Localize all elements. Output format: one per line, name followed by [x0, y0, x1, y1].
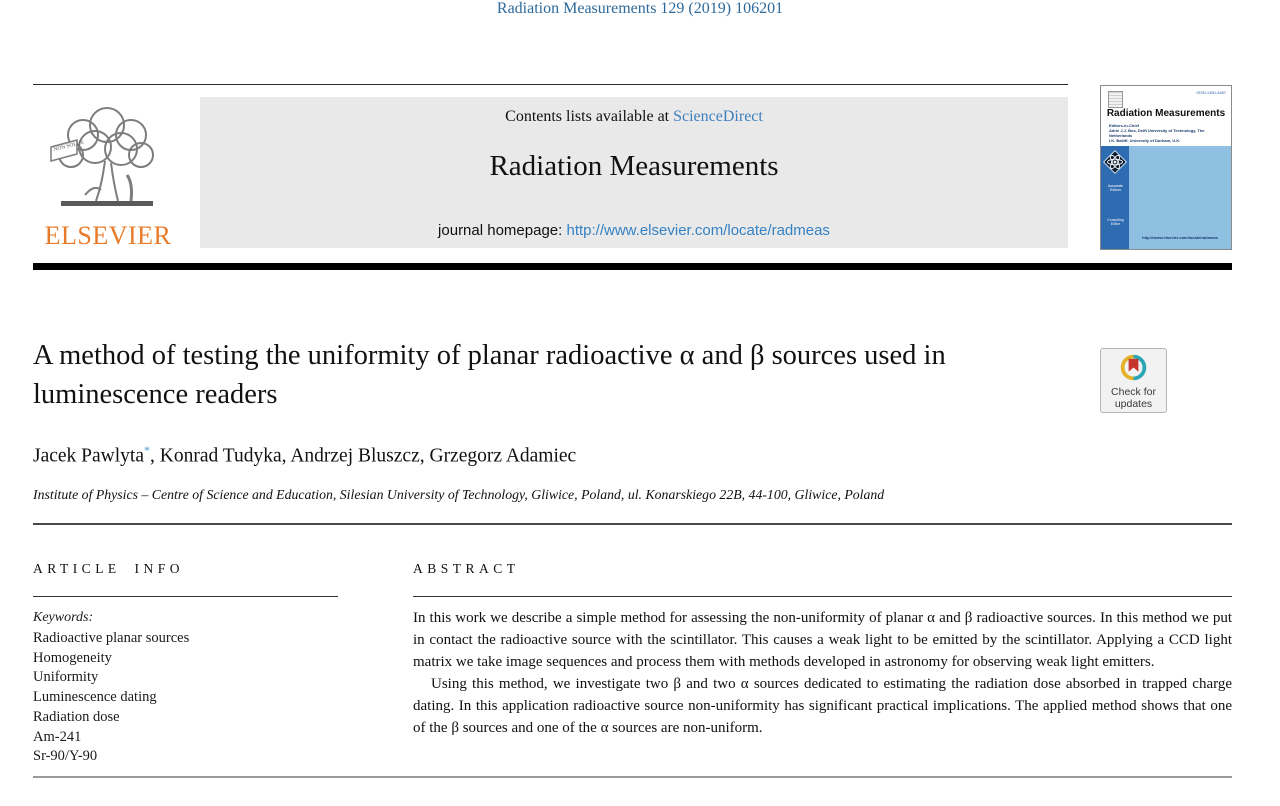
- check-for-updates-label: Check for updates: [1111, 386, 1156, 410]
- journal-citation: Radiation Measurements 129 (2019) 106201: [496, 0, 784, 17]
- corresponding-author-asterisk[interactable]: *: [144, 443, 151, 457]
- cover-consulting-editor-text: Consulting Editor: [1107, 218, 1124, 226]
- abstract-paragraph: In this work we describe a simple method for assessing the non-uniformity of planar α and β radioactive sources. In this method we put in contact the radioactive source with the scintillator. This causes a weak light to be emitted by the scintillator. Applying a CCD light matrix we take image sequences and process them with methods developed in astronomy for observing weak light emitters.: [413, 610, 1232, 670]
- keyword-item: Am-241: [33, 728, 82, 745]
- crossmark-icon: [1120, 354, 1147, 381]
- cover-elsevier-mini-logo: [1108, 91, 1123, 108]
- article-info-rule: [33, 596, 338, 597]
- keyword-item: Sr-90/Y-90: [33, 748, 98, 765]
- header-divider-bar: [33, 263, 1232, 270]
- keywords-list: [33, 629, 338, 767]
- journal-homepage-line: [200, 222, 1068, 239]
- contents-prefix-text: Contents lists available at: [505, 108, 674, 125]
- author-list: [33, 443, 1033, 468]
- keyword-item: Radiation dose: [33, 708, 120, 725]
- journal-cover-thumbnail: [1100, 85, 1232, 250]
- author-names-rest: , Konrad Tudyka, Andrzej Bluszcz, Grzegorz Adamiec: [150, 445, 577, 467]
- cover-journal-title: Radiation Measurements: [1106, 108, 1226, 119]
- sciencedirect-link[interactable]: ScienceDirect: [673, 108, 763, 125]
- journal-banner: [200, 97, 1068, 248]
- abstract-heading: ABSTRACT: [413, 561, 520, 576]
- footer-rule: [33, 776, 1232, 778]
- atom-icon: [1102, 149, 1128, 175]
- keyword-item: Homogeneity: [33, 649, 112, 666]
- journal-homepage-link[interactable]: http://www.elsevier.com/locate/radmeas: [566, 222, 830, 239]
- keyword-item: Uniformity: [33, 669, 99, 686]
- author-name: Jacek Pawlyta: [33, 445, 145, 467]
- section-divider-rule: [33, 523, 1232, 525]
- non-solus-text: NON SOLUS: [53, 139, 85, 153]
- elsevier-wordmark: ELSEVIER: [44, 221, 172, 250]
- abstract-text: [413, 607, 1232, 739]
- check-for-updates-badge[interactable]: [1100, 348, 1167, 413]
- elsevier-tree-icon: [41, 95, 169, 219]
- homepage-prefix-text: journal homepage:: [438, 222, 567, 239]
- article-title: A method of testing the uniformity of planar radioactive α and β sources used in luminescence readers: [33, 340, 946, 410]
- header-top-rule: [33, 84, 1068, 85]
- affiliation: Institute of Physics – Centre of Science and Education, Silesian University of Technology, Gliwice, Poland, ul. Konarskiego 22B, 44-100, Gliwice, Poland: [33, 487, 885, 502]
- cover-footer-url: http://www.elsevier.com/locate/radmeas: [1142, 235, 1218, 240]
- contents-lists-line: [200, 108, 1068, 126]
- abstract-rule: [413, 596, 1232, 597]
- cover-issn-text: ISSN 1350-4487: [1196, 90, 1226, 95]
- article-info-heading: ARTICLE INFO: [33, 561, 185, 576]
- elsevier-logo: [33, 95, 183, 251]
- keyword-item: Radioactive planar sources: [33, 630, 190, 646]
- cover-blue-body: [1101, 146, 1231, 249]
- journal-title: Radiation Measurements: [489, 150, 779, 182]
- abstract-paragraph: Using this method, we investigate two β and two α sources dedicated to estimating the radiation dose absorbed in trapped charge dating. In this application radioactive source non-uniformity has significant practical implications. The applied method shows that one of the β sources and one of the α sources are non-uniform.: [413, 676, 1232, 736]
- keyword-item: Luminescence dating: [33, 689, 157, 706]
- keywords-label: Keywords:: [33, 610, 94, 625]
- cover-associate-editors-text: Associate Editors: [1107, 184, 1124, 192]
- cover-editors-text: Editors-in-Chief Adrie J.J. Bos, Delft University of Technology, The Netherlands I.K. Bailiff, University of Durham, U.K.: [1109, 123, 1205, 143]
